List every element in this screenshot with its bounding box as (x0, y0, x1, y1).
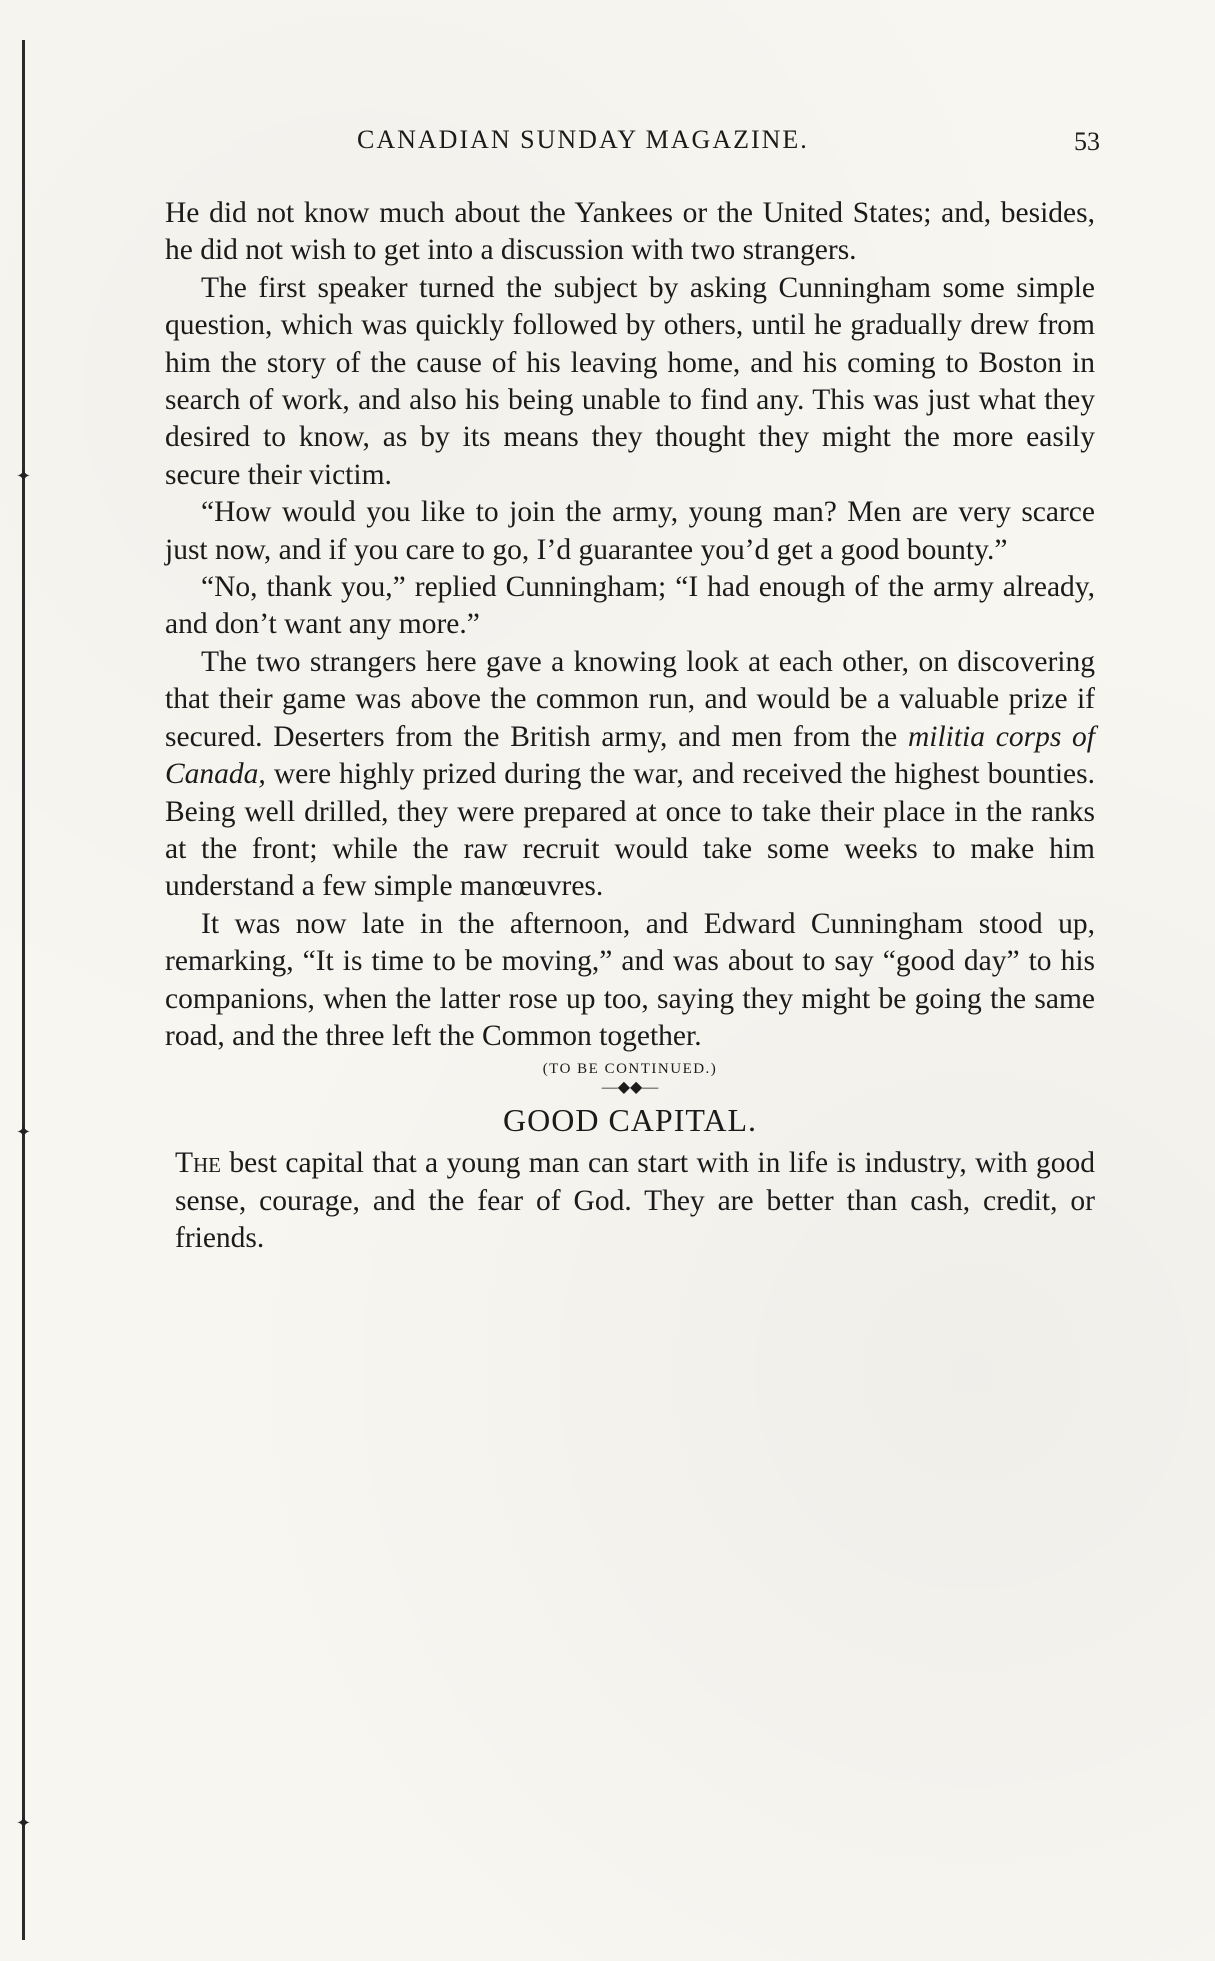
article-body (165, 195, 1095, 1258)
paragraph (165, 644, 1095, 906)
page-number: 53 (1074, 127, 1100, 156)
spine-mark-icon: ✦ (16, 466, 32, 486)
paragraph (165, 1145, 1095, 1257)
paragraph: The first speaker turned the subject by asking Cunningham some simple question, which was quickly followed by others, until he gradually drew from him the story of the cause of his leaving home, and his coming to Boston in search of work, and also his being unable to find any. This was just what they desired to know, as by its means they thought they might the more easily secure their victim. (165, 271, 1095, 491)
paragraph: “No, thank you,” replied Cunningham; “I had enough of the army already, and don’t want any more.” (165, 571, 1095, 641)
paragraph-text: were highly prized during the war, and received the highest bounties. Being well drilled, they were prepared at once to take their place in the ranks at the front; while the raw recruit would take some weeks to make him understand a few simple manœuvres. (165, 758, 1095, 903)
paragraph: It was now late in the afternoon, and Edward Cunningham stood up, remarking, “It is time to be moving,” and was about to say “good day” to his companions, when the latter rose up too, saying they might be going the same road, and the three left the Common together. (165, 907, 1095, 1052)
page-header (165, 125, 1100, 165)
running-head: CANADIAN SUNDAY MAGAZINE. (357, 125, 809, 154)
lead-word: The (175, 1147, 222, 1180)
italic-phrase: militia corps of Canada, (165, 720, 1095, 791)
spine-mark-icon: ✦ (16, 1122, 32, 1142)
spine-mark-icon: ✦ (16, 1813, 32, 1833)
binding-line (22, 40, 25, 1940)
section-title: GOOD CAPITAL. (503, 1102, 757, 1139)
paragraph-text: The two strangers here gave a knowing look at each other, on discovering that their game was above the common run, and would be a valuable prize if secured. Deserters from the British army, and men from the (165, 645, 1095, 753)
paragraph-text: best capital that a young man can start with in life is industry, with good sense, courage, and the fear of God. They are better than cash, credit, or friends. (175, 1147, 1095, 1255)
paragraph: “How would you like to join the army, young man? Men are very scarce just now, and if you care to go, I’d guarantee you’d get a good bounty.” (165, 496, 1095, 566)
paragraph: He did not know much about the Yankees or the United States; and, besides, he did not wish to get into a discussion with two strangers. (165, 197, 1095, 267)
continued-note: (TO BE CONTINUED.) (542, 1061, 718, 1078)
ornament-divider: —◆◆— (601, 1079, 659, 1097)
